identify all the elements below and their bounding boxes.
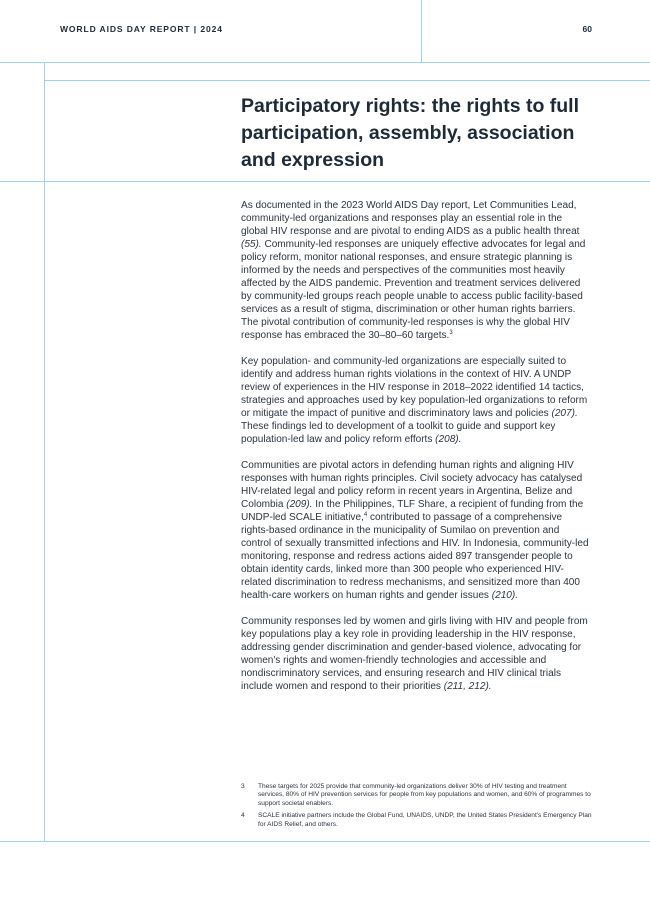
footnote-number: 4: [241, 812, 245, 820]
footnote-ref-3[interactable]: 3: [449, 330, 453, 336]
paragraph-1: As documented in the 2023 World AIDS Day report, Let Communities Lead, community-led organizations and responses play an essential role in the global HIV response and are pivotal to ending AIDS as a public health threat (55). Community-led responses are uniquely effective advocates for legal and policy reform, monitor national responses, and ensure strategic planning is informed by the needs and perspectives of the communities most heavily affected by the AIDS pandemic. Prevention and treatment services delivered by community-led groups reach people unable to access public facility-based services as a result of stigma, discrimination or other human rights barriers. The pivotal contribution of community-led responses is why the global HIV response has embraced the 30–80–60 targets.$^3$: [241, 200, 586, 341]
section-title: Participatory rights: the rights to full participation, assembly, association and expression: [241, 95, 580, 171]
paragraph-3: Communities are pivotal actors in defending human rights and aligning HIV responses with human rights principles. Civil society advocacy has catalysed HIV-related legal and policy reform in recent years in Argentina, Belize and Colombia (209). In the Philippines, TLF Share, a recipient of funding from the UNDP-led SCALE initiative,$^4$ contributed to passage of a comprehensive rights-based ordinance in the municipality of Sumilao on prevention and control of sexually transmitted infections and HIV. In Indonesia, community-led monitoring, response and redress actions aided 897 transgender people to obtain identity cards, linked more than 300 people who experienced HIV-related discrimination to redress mechanisms, and sensitized more than 400 health-care workers on human rights and gender issues (210).: [241, 460, 589, 601]
citation: (208).: [435, 434, 462, 445]
top-rule: [0, 62, 650, 63]
paragraph-4: Community responses led by women and girls living with HIV and people from key populations play a key role in providing leadership in the HIV response, addressing gender discrimination and gender-based violence, advocating for women's rights and women-friendly technologies and accessible and nondiscriminatory services, and ensuring research and HIV clinical trials include women and respond to their priorities (211, 212).: [241, 616, 588, 692]
report-title: WORLD AIDS DAY REPORT | 2024: [60, 24, 223, 34]
bottom-rule: [0, 841, 650, 842]
footnotes: [241, 783, 593, 833]
title-top-rule: [44, 80, 650, 81]
footnote-text: SCALE initiative partners include the Global Fund, UNAIDS, UNDP, the United States President's Emergency Plan for AIDS Relief, and others.: [258, 812, 592, 828]
paragraph-2: Key population- and community-led organizations are especially suited to identify and address human rights violations in the context of HIV. A UNDP review of experiences in the HIV response in 2018–2022 identified 14 tactics, strategies and approaches used by key population-led organizations to reform or mitigate the impact of punitive and discriminatory laws and policies (207). These findings led to development of a toolkit to guide and support key population-led law and policy reform efforts (208).: [241, 356, 588, 445]
footnote-3: [241, 783, 593, 808]
footnote-ref-4[interactable]: 4: [363, 512, 368, 518]
left-rule: [44, 62, 45, 841]
body-text: [241, 199, 589, 706]
footnote-number: 3: [241, 783, 245, 790]
citation: (55).: [241, 239, 262, 250]
citation: (210).: [491, 590, 519, 601]
citation: (209).: [286, 499, 313, 510]
citation: (207).: [551, 408, 578, 419]
page-number: 60: [582, 24, 592, 34]
citation: (211, 212).: [443, 681, 492, 692]
footnote-text: These targets for 2025 provide that community-led organizations deliver 30% of HIV testing and treatment services, 80% of HIV prevention services for people from key populations and women, and 60% of programmes to support societal enablers.: [258, 783, 591, 807]
footnote-4: [241, 812, 593, 829]
title-bottom-rule: [0, 181, 650, 182]
header-divider: [421, 0, 422, 62]
